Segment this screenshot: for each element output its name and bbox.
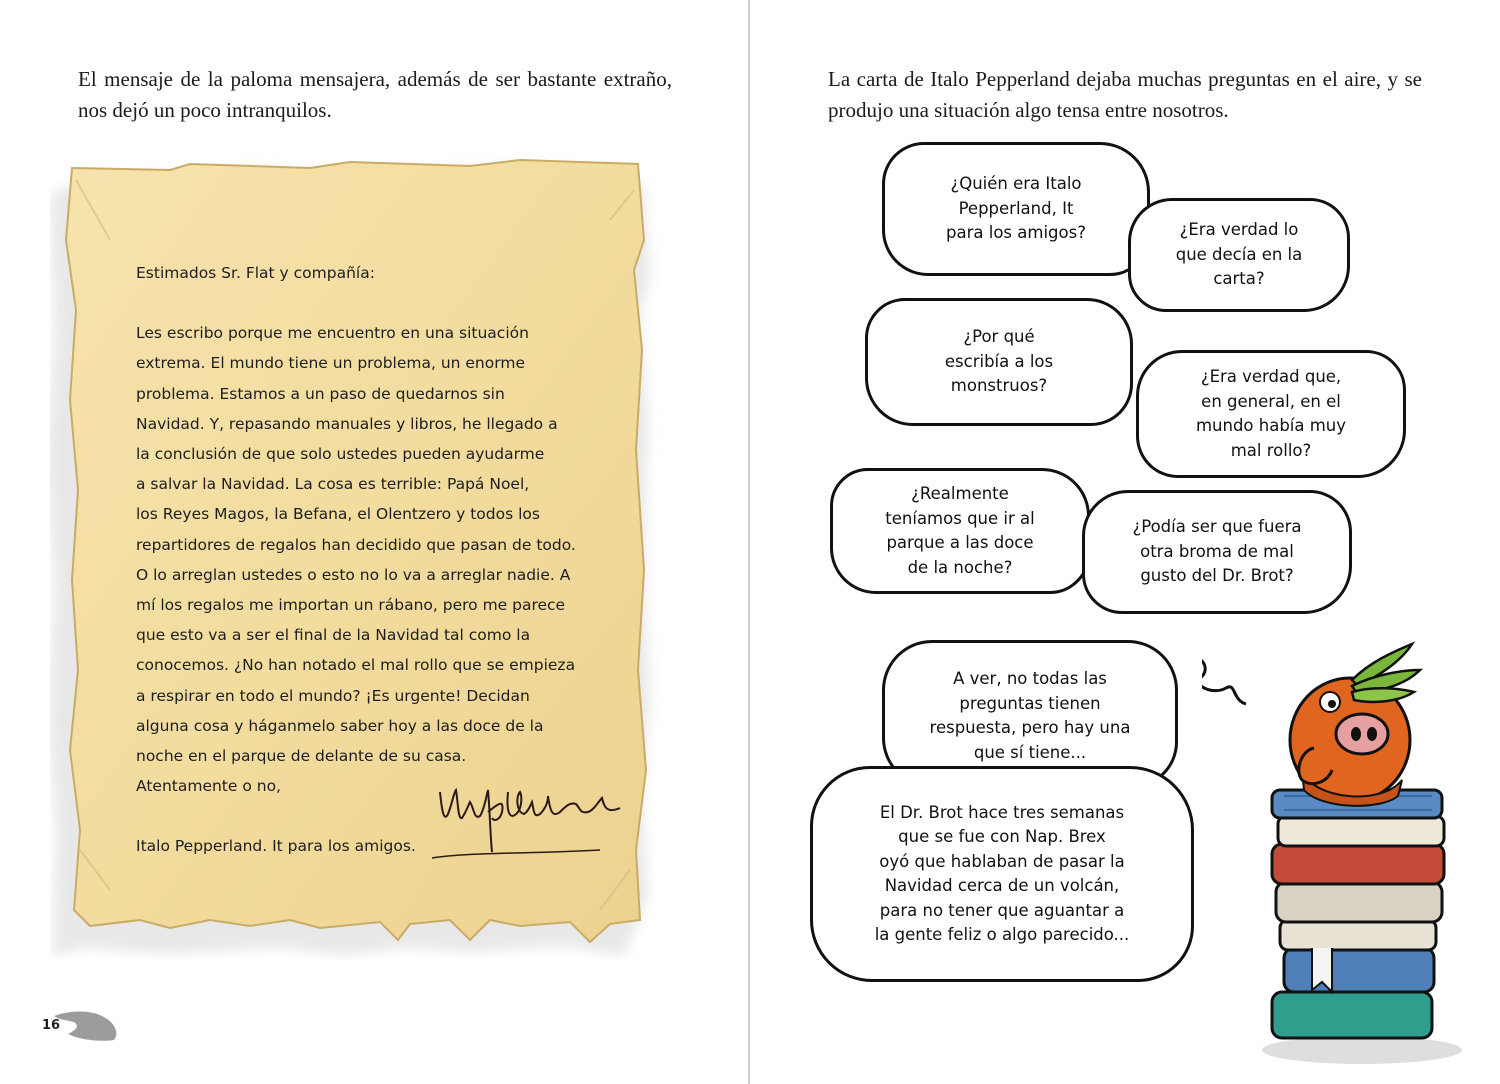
right-page <box>750 0 1500 1084</box>
book-grey <box>1276 882 1442 922</box>
bubble-line: teníamos que ir al <box>885 508 1035 528</box>
speech-bubble-era-verdad-carta <box>1128 198 1350 312</box>
bubble-line: ¿Realmente <box>911 484 1009 503</box>
bubble-line: ¿Podía ser que fuera <box>1132 517 1302 537</box>
speech-bubble-por-que-escribia <box>865 298 1133 426</box>
bubble-line: parque a las doce <box>886 533 1034 552</box>
bubble-line: ¿Era verdad lo <box>1179 220 1299 240</box>
bubble-line: preguntas tienen <box>959 693 1101 713</box>
bubble-line: que decía en la <box>1175 244 1303 264</box>
bubble-line: ¿Por qué <box>963 327 1035 347</box>
letter-line: la conclusión de que solo ustedes pueden ayudarme <box>136 445 545 464</box>
right-intro-paragraph: La carta de Italo Pepperland dejaba muchas preguntas en el aire, y se produjo una situación algo tensa entre nosotros. <box>828 67 1422 122</box>
bubble-line: gusto del Dr. Brot? <box>1140 566 1294 586</box>
speech-bubble-volcan <box>810 766 1194 982</box>
bubble-line: que sí tiene... <box>973 742 1087 762</box>
letter-line: problema. Estamos a un paso de quedarnos sin <box>136 384 505 403</box>
bubble-line: mal rollo? <box>1230 440 1312 460</box>
speech-tail-squiggle <box>1202 657 1246 704</box>
bubble-line: ¿Quién era Italo <box>950 174 1082 194</box>
letter-line: a respirar en todo el mundo? ¡Es urgente! Decidan <box>136 686 530 705</box>
book-white <box>1278 816 1444 846</box>
book-blue-bottom <box>1284 948 1434 992</box>
letter-line: a salvar la Navidad. La cosa es terrible: Papá Noel, <box>136 475 530 494</box>
books-shadow <box>1262 1036 1462 1064</box>
letter-line: alguna cosa y háganmelo saber hoy a las doce de la <box>136 716 544 735</box>
bubble-line: Pepperland, It <box>958 198 1074 218</box>
left-intro-paragraph: El mensaje de la paloma mensajera, además de ser bastante extraño, nos dejó un poco intranquilos. <box>78 67 672 122</box>
book-cream <box>1280 920 1436 950</box>
parchment-letter <box>50 150 670 960</box>
letter-line: noche en el parque de delante de su casa. <box>136 747 467 766</box>
bubble-line: la gente feliz o algo parecido... <box>874 925 1130 944</box>
bubble-line: monstruos? <box>950 376 1048 396</box>
bubble-line: escribía a los <box>944 351 1054 371</box>
bubble-line: Navidad cerca de un volcán, <box>884 876 1120 895</box>
bubble-line: El Dr. Brot hace tres semanas <box>879 802 1125 822</box>
bubble-line: mundo había muy <box>1195 416 1347 435</box>
letter-line: Les escribo porque me encuentro en una situación <box>136 324 529 343</box>
bubble-line: respuesta, pero hay una <box>929 718 1131 737</box>
bubble-line: para los amigos? <box>946 223 1086 243</box>
handwritten-signature <box>430 762 630 882</box>
speech-bubble-quien-era-italo <box>882 142 1150 276</box>
letter-closing: Atentamente o no, <box>136 777 281 796</box>
letter-salutation: Estimados Sr. Flat y compañía: <box>136 264 375 282</box>
bubble-line: para no tener que aguantar a <box>879 900 1125 920</box>
book-teal <box>1272 992 1432 1038</box>
letter-sign-off: Italo Pepperland. It para los amigos. <box>136 837 416 856</box>
bubble-line: carta? <box>1213 269 1265 289</box>
letter-line: extrema. El mundo tiene un problema, un enorme <box>136 354 525 373</box>
bubble-line: de la noche? <box>907 557 1013 577</box>
bubble-line: otra broma de mal <box>1140 541 1294 561</box>
letter-line: Navidad. Y, repasando manuales y libros, he llegado a <box>136 414 558 433</box>
letter-line: mí los regalos me importan un rábano, pero me parece <box>136 596 566 615</box>
letter-line: O lo arreglan ustedes o esto no lo va a arreglar nadie. A <box>136 565 571 584</box>
monster-nose <box>1336 714 1388 754</box>
letter-line: los Reyes Magos, la Befana, el Olentzero y todos los <box>136 505 540 524</box>
bubble-line: A ver, no todas las <box>953 669 1107 688</box>
book-red <box>1272 844 1444 884</box>
speech-bubble-mal-rollo <box>1136 350 1406 478</box>
speech-bubble-parque-doce <box>830 468 1090 594</box>
bubble-line: ¿Era verdad que, <box>1200 367 1342 386</box>
letter-line: que esto va a ser el final de la Navidad tal como la <box>136 626 531 645</box>
monster-on-books-illustration <box>1202 630 1462 1070</box>
bubble-line: que se fue con Nap. Brex <box>898 827 1106 846</box>
bubble-line: en general, en el <box>1201 391 1341 411</box>
bubble-line: oyó que hablaban de pasar la <box>879 851 1125 871</box>
left-page <box>0 0 748 1084</box>
letter-line: conocemos. ¿No han notado el mal rollo que se empieza <box>136 656 576 675</box>
letter-line: repartidores de regalos han decidido que pasan de todo. <box>136 535 576 554</box>
speech-bubble-broma-dr-brot <box>1082 490 1352 614</box>
page-number: 16 <box>41 1018 61 1033</box>
feather <box>1352 688 1414 702</box>
